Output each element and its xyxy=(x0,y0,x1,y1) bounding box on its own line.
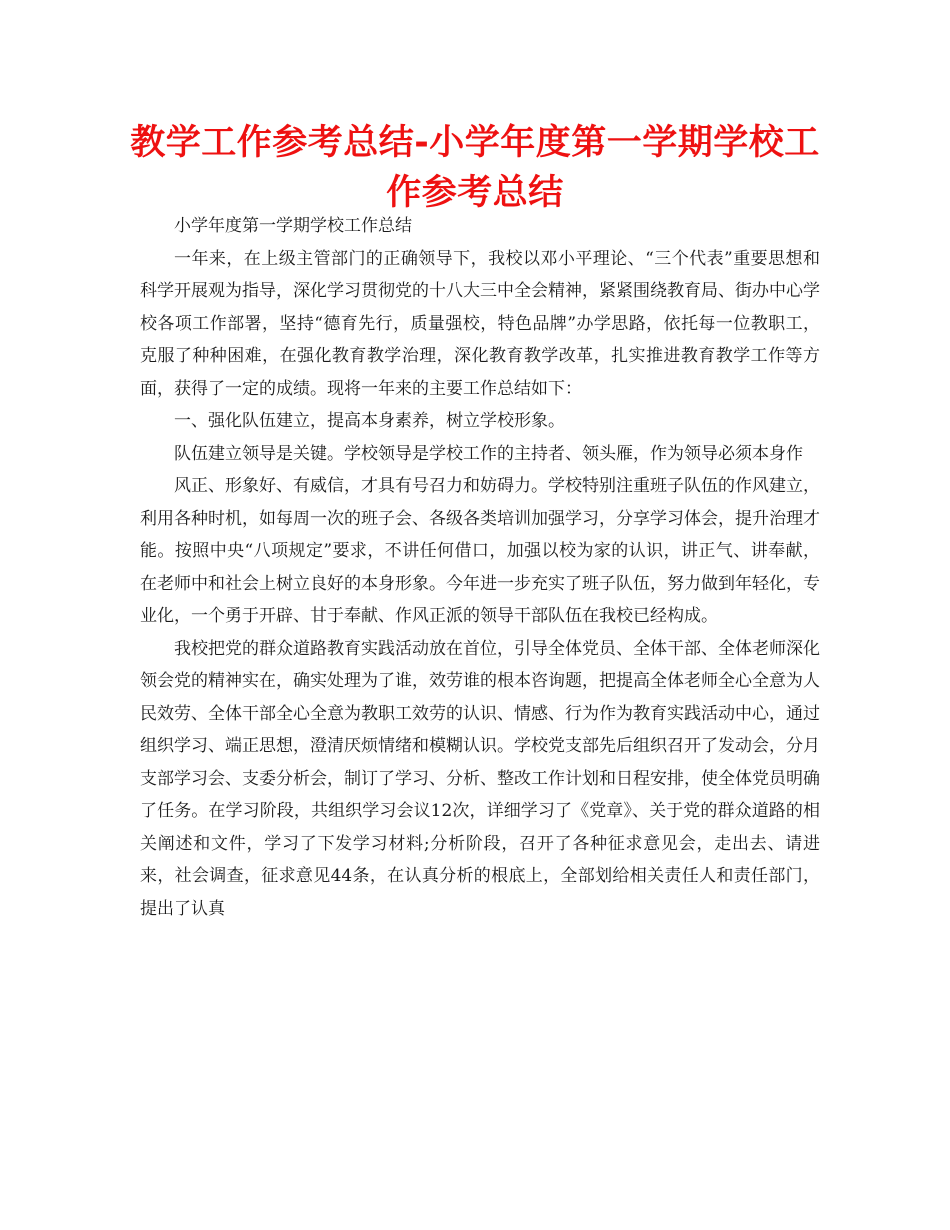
body-paragraph: 我校把党的群众道路教育实践活动放在首位，引导全体党员、全体干部、全体老师深化领会党的精神实在，确实处理为了谁，效劳谁的根本咨询题，把提高全体老师全心全意为人民效劳、全体干部全心全意为教职工效劳的认识、情感、行为作为教育实践活动中心，通过组织学习、端正思想，澄清厌烦情绪和模糊认识。学校党支部先后组织召开了发动会，分月支部学习会、支委分析会，制订了学习、分析、整改工作计划和日程安排，使全体党员明确了任务。在学习阶段，共组织学习会议12次，详细学习了《党章》、关于党的群众道路的相关阐述和文件，学习了下发学习材料;分析阶段，召开了各种征求意见会，走出去、请进来，社会调查，征求意见44条，在认真分析的根底上，全部划给相关责任人和责任部门，提出了认真 xyxy=(140,638,820,919)
document-title: 教学工作参考总结-小学年度第一学期学校工作参考总结 xyxy=(130,123,820,213)
body-paragraph: 队伍建立领导是关键。学校领导是学校工作的主持者、领头雁，作为领导必须本身作 xyxy=(174,443,803,464)
section-heading-paragraph: 一、强化队伍建立，提高本身素养，树立学校形象。 xyxy=(174,411,565,431)
intro-paragraph: 一年来，在上级主管部门的正确领导下，我校以邓小平理论、“三个代表”重要思想和科学开展观为指导，深化学习贯彻党的十八大三中全会精神，紧紧围绕教育局、街办中心学校各项工作部署，坚持“德育先行，质量强校，特色品牌”办学思路，依托每一位教职工，克服了种种困难，在强化教育教学治理，深化教育教学改革，扎实推进教育教学工作等方面，获得了一定的成绩。现将一年来的主要工作总结如下： xyxy=(140,248,820,399)
subtitle-paragraph: 小学年度第一学期学校工作总结 xyxy=(174,216,412,236)
body-paragraph: 风正、形象好、有威信，才具有号召力和妨碍力。学校特别注重班子队伍的作风建立，利用各种时机，如每周一次的班子会、各级各类培训加强学习，分享学习体会，提升治理才能。按照中央“八项规定”要求，不讲任何借口，加强以校为家的认识，讲正气、讲奉献，在老师中和社会上树立良好的本身形象。今年进一步充实了班子队伍，努力做到年轻化，专业化，一个勇于开辟、甘于奉献、作风正派的领导干部队伍在我校已经构成。 xyxy=(140,476,820,626)
document-body xyxy=(140,210,820,925)
